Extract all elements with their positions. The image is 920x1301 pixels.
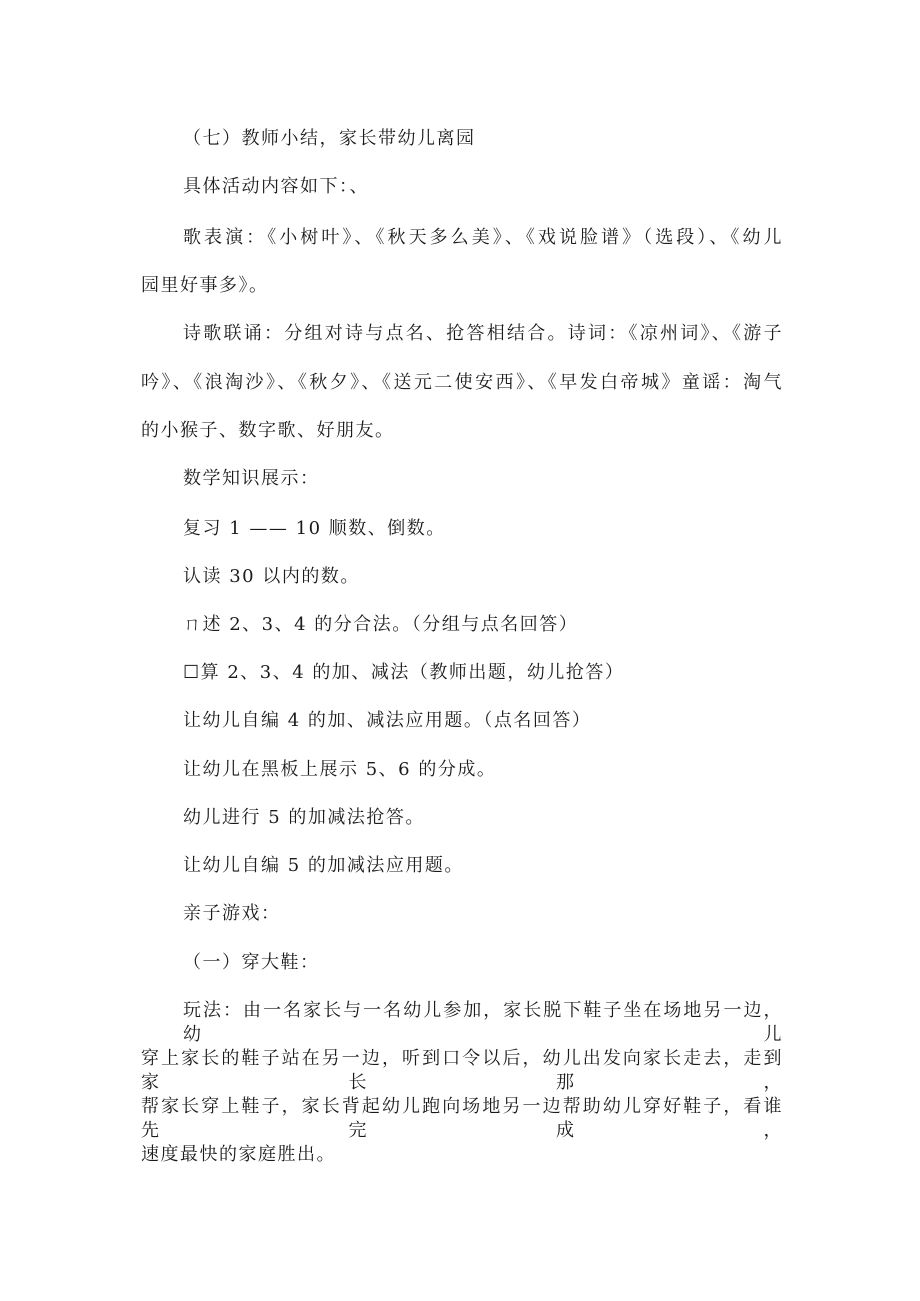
game-rules-line-2: 穿上家长的鞋子站在另一边，听到口令以后，幼儿出发向家长走去，走到家长那， <box>141 1048 783 1093</box>
section-heading-seven: （七）教师小结，家长带幼儿离园 <box>183 128 476 149</box>
poetry-recital-line-1: 诗歌联诵：分组对诗与点名、抢答相结合。诗词：《凉州词》、《游子 <box>183 323 783 344</box>
math-item-quick-answer: 幼儿进行 5 的加减法抢答。 <box>183 807 425 828</box>
math-item-decompose: ㄇ述 2、3、4 的分合法。（分组与点名回答） <box>183 614 579 635</box>
song-performance-line-1: 歌表演：《小树叶》、《秋天多么美》、《戏说脸谱》（选段）、《幼儿 <box>183 227 783 248</box>
game-one-title: （一）穿大鞋： <box>183 952 320 973</box>
math-display-heading: 数学知识展示： <box>183 468 320 489</box>
math-item-word-problem-4: 让幼儿自编 4 的加、减法应用题。（点名回答） <box>183 710 592 731</box>
game-rules-line-1: 玩法：由一名家长与一名幼儿参加，家长脱下鞋子坐在场地另一边，幼儿 <box>183 1000 783 1045</box>
poetry-recital-line-3: 的小猴子、数字歌、好朋友。 <box>141 420 395 441</box>
math-item-calc: ☐算 2、3、4 的加、减法（教师出题，幼儿抢答） <box>183 662 625 683</box>
game-rules-line-3: 帮家长穿上鞋子，家长背起幼儿跑向场地另一边帮助幼儿穿好鞋子，看谁先完成， <box>141 1096 783 1141</box>
activity-intro: 具体活动内容如下：、 <box>183 176 369 197</box>
math-item-blackboard: 让幼儿在黑板上展示 5、6 的分成。 <box>183 759 497 780</box>
math-item-count: 复习 1 —— 10 顺数、倒数。 <box>183 518 446 539</box>
song-performance-line-2: 园里好事多》。 <box>141 275 269 296</box>
poetry-recital-line-2: 吟》、《浪淘沙》、《秋夕》、《送元二使安西》、《早发白帝城》童谣：淘气 <box>141 372 783 393</box>
math-item-word-problem-5: 让幼儿自编 5 的加减法应用题。 <box>183 855 464 876</box>
parent-child-games-heading: 亲子游戏： <box>183 903 281 924</box>
math-item-read: 认读 30 以内的数。 <box>183 566 360 587</box>
game-rules-line-4: 速度最快的家庭胜出。 <box>141 1144 336 1165</box>
